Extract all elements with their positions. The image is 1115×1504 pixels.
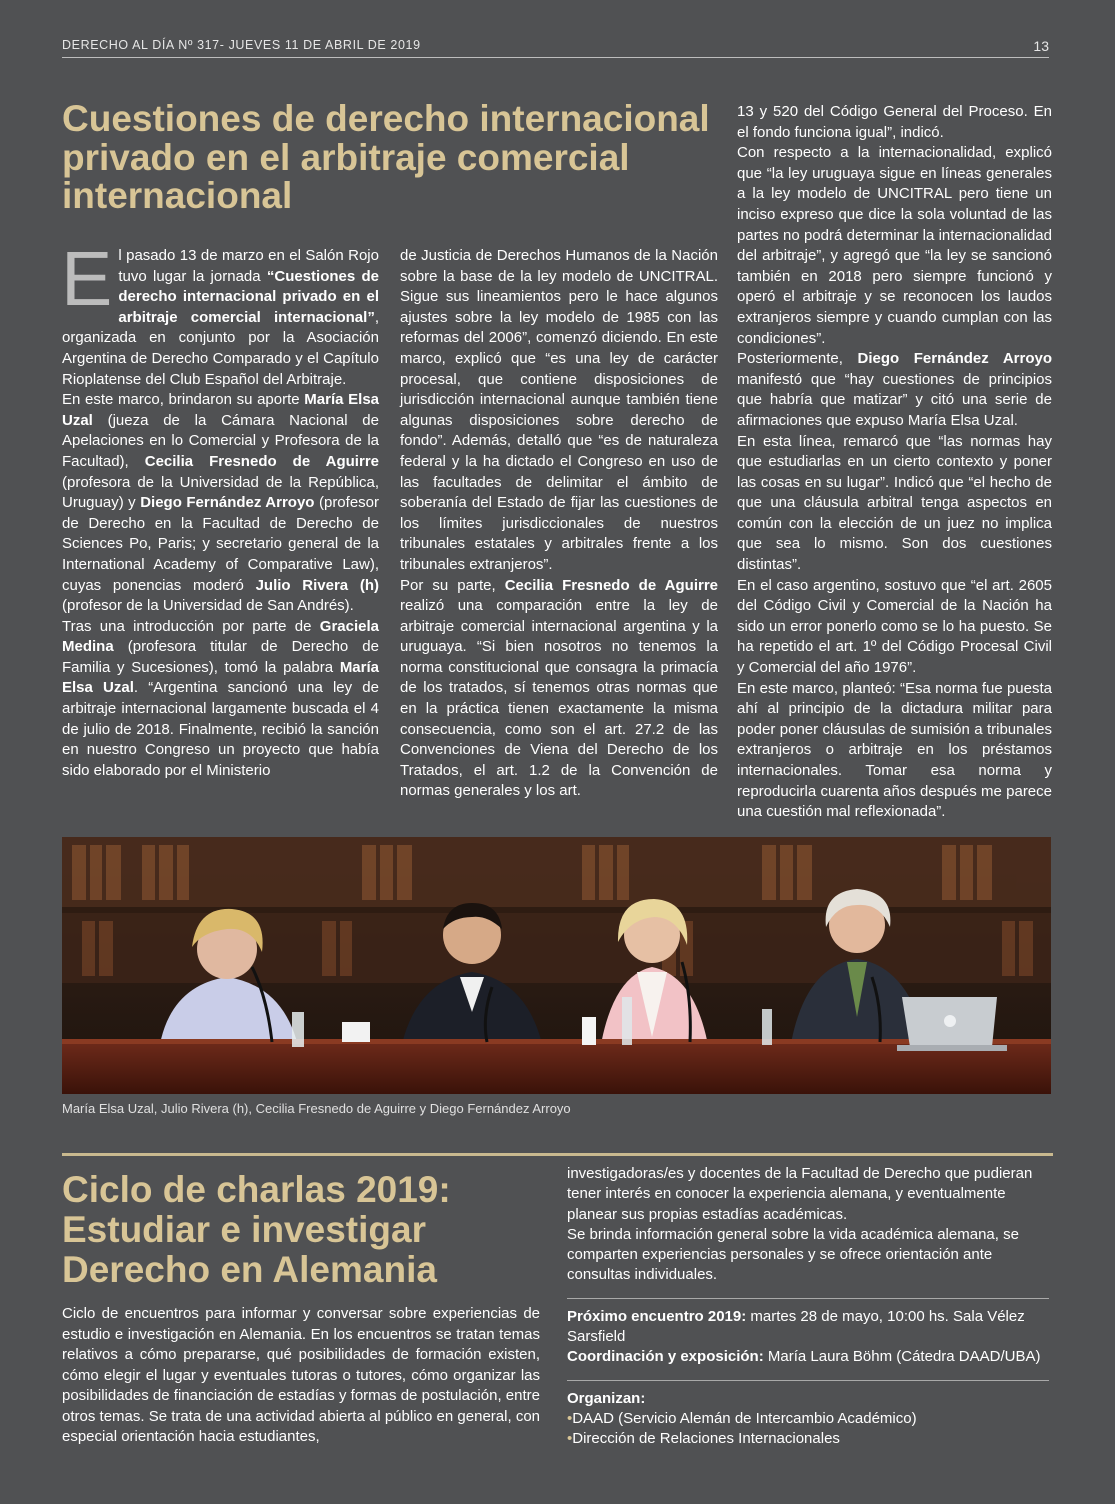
text-span: Tras una introducción por parte de xyxy=(62,617,320,635)
next-meeting-label: Próximo encuentro 2019: xyxy=(567,1307,747,1325)
article-paragraph: En el caso argentino, sostuvo que “el art. 2605 del Código Civil y Comercial de la Nación ha sido un error ponerlo como se lo ha puesto. Se ha repetido el art. 1º del Código Procesal Civil y Comercial del año 1976”. xyxy=(737,576,1052,677)
coordination-value: María Laura Böhm (Cátedra DAAD/UBA) xyxy=(763,1348,1041,1366)
article-column-2 xyxy=(400,246,718,802)
article-paragraph xyxy=(62,617,379,782)
article-paragraph xyxy=(61,236,380,390)
organizer-name: Dirección de Relaciones Internacionales xyxy=(572,1430,840,1448)
header-divider xyxy=(62,57,1049,58)
organizer-item xyxy=(567,1429,1049,1449)
article2-paragraph: Se brinda información general sobre la vida académica alemana, se comparten experiencias personales y se ofrece orientación ante consultas individuales. xyxy=(567,1225,1019,1284)
text-span: manifestó que “hay cuestiones de principios que habría que matizar” y citó una serie de afirmaciones que expuso María Elsa Uzal. xyxy=(737,370,1052,429)
article-paragraph: de Justicia de Derechos Humanos de la Nación sobre la base de la ley modelo de UNCITRAL. Sigue sus lineamientos pero le hace algunos ajustes sobre la ley modelo de 1985 con las reformas del 2006”, comenzó diciendo. En este marco, explicó que “es una ley de carácter procesal, que contiene disposiciones de jurisdicción internacional aunque también tiene algunas disposiciones sobre derecho de fondo”. Además, detalló que “es de naturaleza federal y la ha dictado el Congreso en uso de las facultades de delimitar el ámbito de soberanía del Estado de fijar las cuestiones de los límites jurisdiccionales de nuestros tribunales estatales y arbitrales frente a los tribunales extranjeros”. xyxy=(400,247,718,573)
organizer-name: DAAD (Servicio Alemán de Intercambio Académico) xyxy=(572,1409,917,1427)
article2-paragraph: Ciclo de encuentros para informar y conversar sobre experiencias de estudio e investigación en Alemania. En los encuentros se tratan temas relativos a cómo prepararse, qué posibilidades de formación existen, cómo elegir el lugar y eventuales tutoras o tutores, cómo organizar las posibilidades de financiación de estadías y formas de postulación, entre otros temas. Se trata de una actividad abierta al público en general, con especial orientación hacia estudiantes, xyxy=(62,1305,540,1445)
text-span: (jueza de la Cámara Nacional de Apelaciones en lo Comercial y Profesora de la Facultad), xyxy=(62,411,379,470)
article-paragraph: En esta línea, remarcó que “las normas hay que estudiarlas en un cierto contexto y poner las cosas en su lugar”. Indicó que “el hecho de que una cláusula arbitral tenga aspectos en común con la elección de un juez no implica que sea lo mismo. Son dos cuestiones distintas”. xyxy=(737,432,1052,574)
article-paragraph xyxy=(737,349,1052,431)
organizer-item xyxy=(567,1409,1049,1429)
text-span: (profesora de la Universidad de la República, Uruguay) y xyxy=(62,473,379,512)
speaker-name: Cecilia Fresnedo de Aguirre xyxy=(144,452,379,470)
text-span: l pasado 13 de marzo en el Salón Rojo tuvo lugar la jornada xyxy=(118,247,379,285)
dropcap: E xyxy=(61,236,113,322)
text-span: Por su parte, xyxy=(400,576,505,594)
coordination-label: Coordinación y exposición: xyxy=(567,1348,764,1366)
article-column-3 xyxy=(737,102,1052,823)
article-paragraph xyxy=(400,576,718,803)
text-span: (profesor de Derecho en la Facultad de Derecho de Sciences Po, Paris; y secretario general de la International Academy of Comparative Law), cuyas ponencias moderó xyxy=(62,494,379,594)
text-span: realizó una comparación entre la ley de arbitraje comercial internacional argentina y la uruguaya. “Si bien nosotros no tenemos la norma constitucional que consagra la primacía de los tratados, sí tenemos otras normas que en la práctica tienen exactamente la misma consecuencia, como son el art. 27.2 de las Convenciones de Viena del Derecho de los Tratados, el art. 1.2 de la Convención de normas generales y los art. xyxy=(400,597,718,800)
speaker-name: Diego Fernández Arroyo xyxy=(857,350,1052,368)
speaker-name: Graciela Medina xyxy=(62,617,379,656)
article-paragraph xyxy=(62,390,379,617)
info-divider xyxy=(567,1298,1049,1299)
coordination xyxy=(567,1347,1049,1367)
article-paragraph: En este marco, planteó: “Esa norma fue puesta ahí al principio de la dictadura militar para poder poner cláusulas de sumisión a tribunales extranjeros o arbitraje en los préstamos internacionales. Tomar esa norma y reproducirla cuarenta años después me parece una cuestión mal reflexionada”. xyxy=(737,679,1052,821)
text-span: (profesor de la Universidad de San Andrés). xyxy=(62,597,354,615)
text-span: En este marco, brindaron su aporte xyxy=(62,391,305,409)
bold-span: “Cuestiones de derecho internacional privado en el arbitraje comercial internacional” xyxy=(118,267,380,326)
bullet-icon: • xyxy=(567,1409,573,1427)
photo-caption: María Elsa Uzal, Julio Rivera (h), Cecilia Fresnedo de Aguirre y Diego Fernández Arroyo xyxy=(62,1101,571,1116)
article2-column-1 xyxy=(62,1304,540,1448)
article-title: Cuestiones de derecho internacional privado en el arbitraje comercial internacional xyxy=(62,98,710,216)
next-meeting xyxy=(567,1307,1049,1348)
article-column-1 xyxy=(61,236,380,781)
speaker-name: Julio Rivera (h) xyxy=(255,576,379,594)
event-photo-illustration xyxy=(62,837,1051,1094)
text-span: Posteriormente, xyxy=(737,350,858,368)
organizers-heading: Organizan: xyxy=(567,1389,646,1407)
next-meeting-value: martes 28 de mayo, 10:00 hs. Sala Vélez Sarsfield xyxy=(567,1307,1025,1346)
text-span: . “Argentina sancionó una ley de arbitraje internacional largamente buscada el 4 de julio de 2018. Finalmente, recibió la sanción en nuestro Congreso un proyecto que había sido elaborado por el Ministerio xyxy=(62,679,379,779)
speaker-name: Cecilia Fresnedo de Aguirre xyxy=(504,576,718,594)
publication-line: DERECHO AL DÍA Nº 317- JUEVES 11 DE ABRIL DE 2019 xyxy=(62,38,421,52)
text-span: (profesora titular de Derecho de Familia y Sucesiones), tomó la palabra xyxy=(62,638,379,676)
article2-paragraph: investigadoras/es y docentes de la Facultad de Derecho que pudieran tener interés en conocer la experiencia alemana, y eventualmente planear sus propias estadías académicas. xyxy=(567,1165,1033,1223)
text-span: , organizada en conjunto por la Asociación Argentina de Derecho Comparado y el Capítulo Rioplatense del Club Español del Arbitraje. xyxy=(62,308,379,388)
bullet-icon: • xyxy=(567,1430,573,1448)
article-paragraph: 13 y 520 del Código General del Proceso. En el fondo funciona igual”, indicó. xyxy=(737,103,1052,141)
speaker-name: María Elsa Uzal xyxy=(62,391,380,429)
info-divider xyxy=(567,1380,1049,1381)
article2-column-2 xyxy=(567,1164,1049,1450)
speaker-name: María Elsa Uzal xyxy=(62,658,379,697)
article-paragraph: Con respecto a la internacionalidad, explicó que “la ley uruguaya sigue en líneas generales a la ley modelo de UNCITRAL pero tiene un inciso expreso que dice la sola voluntad de las partes no podrá determinar la internacionalidad del arbitraje”, y agregó que “la ley se sancionó también en 2018 pero siempre funcionó y operó el arbitraje y se reconocen los laudos extranjeros siempre y cuando cumplan con las condiciones”. xyxy=(737,144,1052,347)
organizers-label xyxy=(567,1389,1049,1409)
page-number: 13 xyxy=(1033,38,1049,54)
speaker-name: Diego Fernández Arroyo xyxy=(140,494,315,512)
section-divider xyxy=(62,1153,1053,1156)
event-photo xyxy=(62,837,1051,1094)
article2-title: Ciclo de charlas 2019: Estudiar e investigar Derecho en Alemania xyxy=(62,1169,451,1290)
